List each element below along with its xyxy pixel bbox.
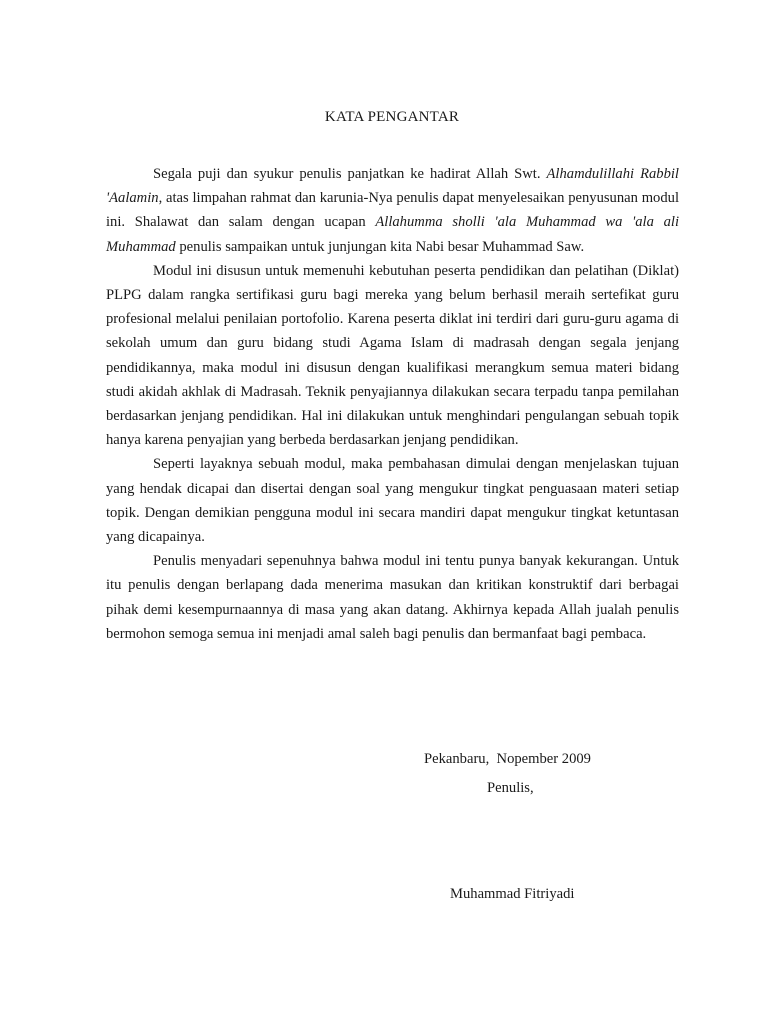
paragraph-1 [106,162,679,259]
signature-name: Muhammad Fitriyadi [450,886,575,902]
signature-place-date: Pekanbaru, Nopember 2009 [424,751,591,767]
paragraph-2: Modul ini disusun untuk memenuhi kebutuhan peserta pendidikan dan pelatihan (Diklat) PLPG dalam rangka sertifikasi guru bagi mereka yang belum berhasil meraih sertefikat guru profesional melalui penilaian portofolio. Karena peserta diklat ini terdiri dari guru-guru agama di sekolah umum dan guru bidang studi Agama Islam di madrasah dengan segala jenjang pendidikannya, maka modul ini disusun dengan kualifikasi merangkum semua materi bidang studi akidah akhlak di Madrasah. Teknik penyajiannya dilakukan secara terpadu tanpa pemilahan berdasarkan jenjang pendidikan. Hal ini dilakukan untuk menghindari pengulangan sebuah topik hanya karena penyajian yang berbeda berdasarkan jenjang pendidikan. [106,262,679,449]
paragraph-1-text-a: Segala puji dan syukur penulis panjatkan ke hadirat Allah Swt. [153,166,547,182]
paragraph-1-arabic-phrase-a: Alhamdulillahi Rabbil 'Aalamin [106,166,679,207]
page-title: KATA PENGANTAR [324,109,460,125]
signature-role: Penulis, [487,780,534,796]
paragraph-3: Seperti layaknya sebuah modul, maka pembahasan dimulai dengan menjelaskan tujuan yang hendak dicapai dan disertai dengan soal yang mengukur tingkat penguasaan materi setiap topik. Dengan demikian pengguna modul ini secara mandiri dapat mengukur tingkat ketuntasan yang dicapainya. [106,456,679,546]
document-body [106,162,679,646]
paragraph-1-text-b: , atas limpahan rahmat dan karunia-Nya penulis dapat menyelesaikan penyusunan modul ini. Shalawat dan salam dengan ucapan [106,190,679,231]
paragraph-4: Penulis menyadari sepenuhnya bahwa modul ini tentu punya banyak kekurangan. Untuk itu penulis dengan berlapang dada menerima masukan dan kritikan konstruktif dari berbagai pihak demi kesempurnaannya di masa yang akan datang. Akhirnya kepada Allah jualah penulis bermohon semoga semua ini menjadi amal saleh bagi penulis dan bermanfaat bagi pembaca. [106,553,679,642]
paragraph-1-text-c: penulis sampaikan untuk junjungan kita Nabi besar Muhammad Saw. [175,238,585,255]
paragraph-1-arabic-phrase-b: Allahumma sholli 'ala Muhammad wa 'ala ali Muhammad [106,214,680,255]
